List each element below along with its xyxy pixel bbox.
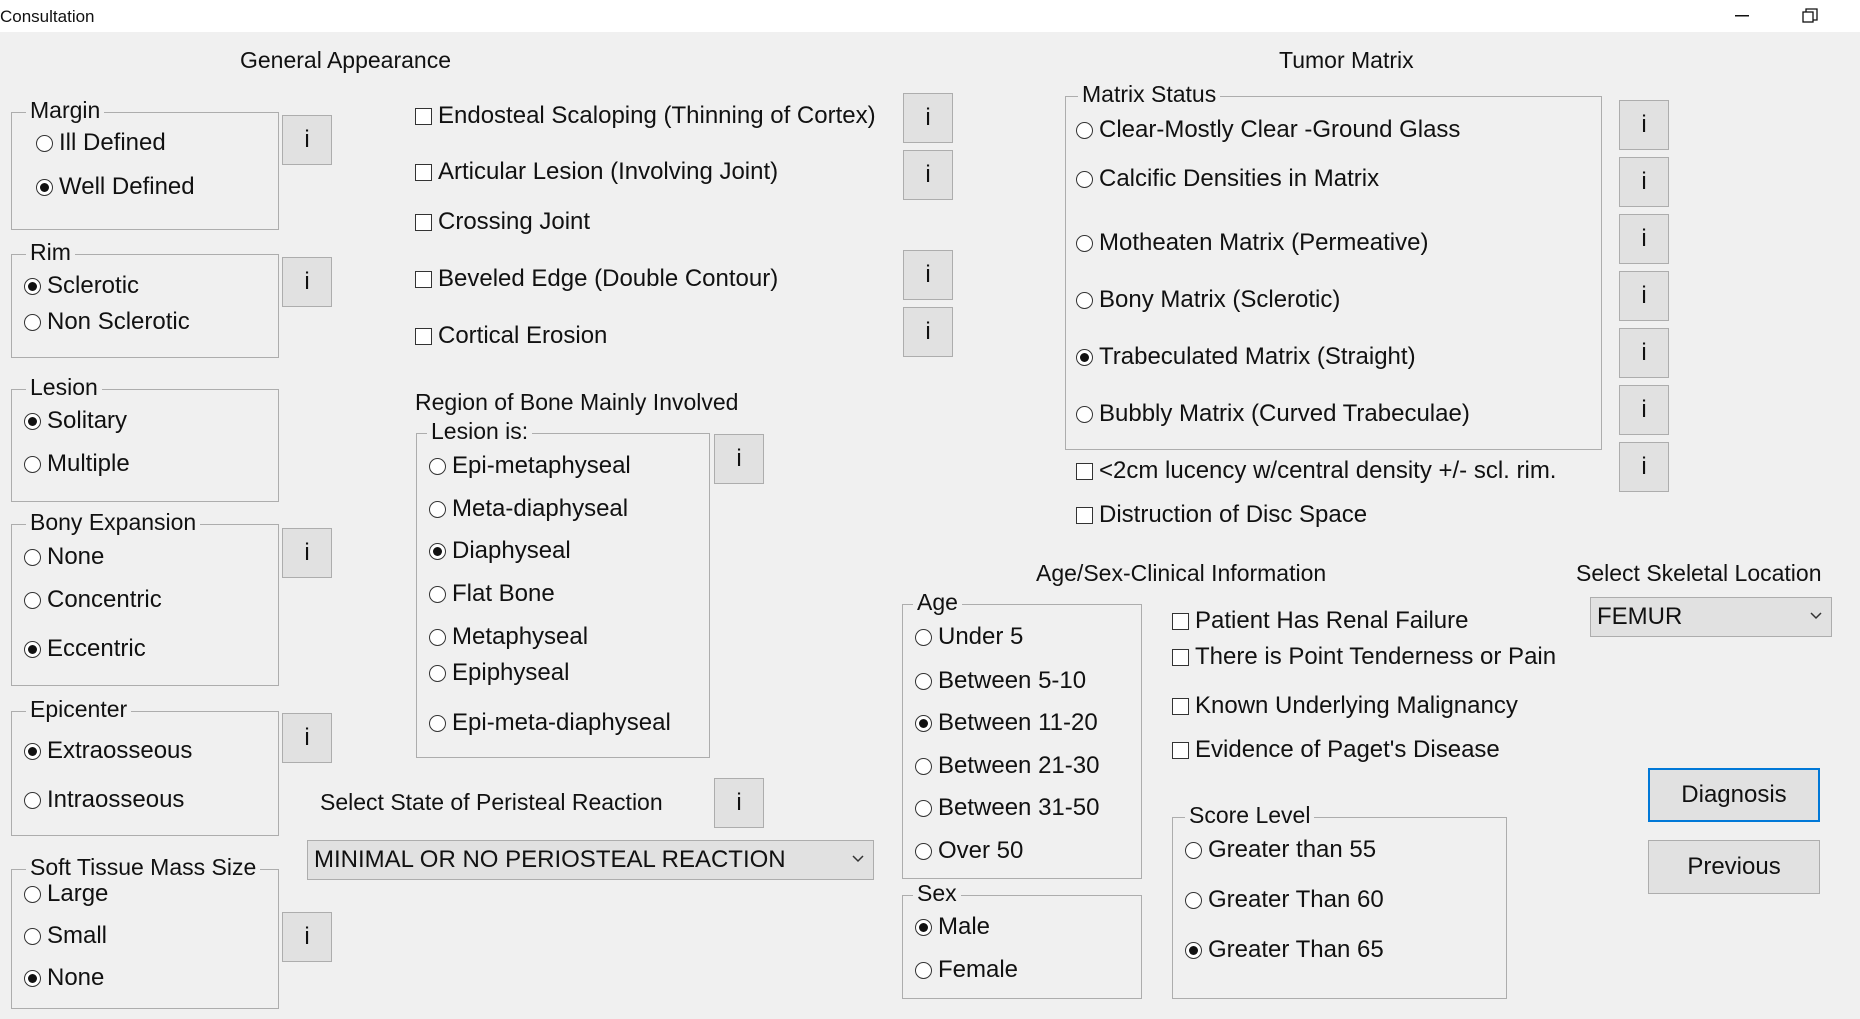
rim-non-sclerotic-radio[interactable]	[24, 308, 190, 336]
matrix-bony-radio[interactable]	[1076, 286, 1340, 314]
matrix-calcific-radio[interactable]	[1076, 165, 1379, 193]
rim-sclerotic-radio[interactable]	[24, 272, 139, 300]
checkbox-label: Cortical Erosion	[438, 322, 608, 349]
radio-selected-icon	[429, 543, 446, 560]
checkbox-label: Crossing Joint	[438, 208, 591, 235]
skeletal-location-value: FEMUR	[1597, 603, 1683, 630]
lesion-group	[11, 374, 279, 502]
score-55-radio[interactable]	[1185, 836, 1376, 864]
endosteal-info-button[interactable]: i	[903, 93, 953, 143]
region-epi-meta-diaphyseal-radio[interactable]	[429, 709, 671, 737]
periosteal-select-value: MINIMAL OR NO PERIOSTEAL REACTION	[314, 846, 786, 873]
soft-tissue-none-radio[interactable]	[24, 964, 104, 992]
beveled-edge-checkbox[interactable]	[415, 265, 778, 293]
articular-info-button[interactable]: i	[903, 150, 953, 200]
checkbox-icon	[1172, 698, 1189, 715]
periosteal-info-button[interactable]: i	[714, 778, 764, 828]
matrix-bubbly-radio[interactable]	[1076, 400, 1470, 428]
radio-icon	[1076, 171, 1093, 188]
radio-icon	[1185, 842, 1202, 859]
option-label: Extraosseous	[47, 737, 193, 764]
radio-icon	[1076, 235, 1093, 252]
bony-expansion-eccentric-radio[interactable]	[24, 635, 146, 663]
option-label: Between 21-30	[938, 752, 1100, 779]
chevron-down-icon	[851, 854, 865, 864]
skeletal-location-select[interactable]	[1590, 597, 1832, 637]
tumor-matrix-heading: Tumor Matrix	[1279, 47, 1414, 73]
option-label: Greater Than 65	[1208, 936, 1384, 963]
epicenter-extraosseous-radio[interactable]	[24, 737, 192, 765]
bony-expansion-concentric-radio[interactable]	[24, 586, 162, 614]
option-label: Intraosseous	[47, 786, 185, 813]
radio-selected-icon	[24, 641, 41, 658]
matrix-clear-info-button[interactable]: i	[1619, 100, 1669, 150]
lesion-legend: Lesion	[26, 374, 102, 400]
option-label: None	[47, 964, 105, 991]
option-label: Between 11-20	[938, 709, 1098, 736]
margin-group	[11, 97, 279, 230]
option-label: Male	[938, 913, 991, 940]
option-label: Epiphyseal	[452, 659, 570, 686]
title-bar	[0, 0, 1860, 32]
radio-icon	[24, 592, 41, 609]
epicenter-group	[11, 696, 279, 836]
radio-selected-icon	[24, 743, 41, 760]
radio-icon	[24, 314, 41, 331]
region-epi-metaphyseal-radio[interactable]	[429, 452, 631, 480]
checkbox-icon	[1172, 649, 1189, 666]
chevron-down-icon	[1809, 611, 1823, 621]
checkbox-label: There is Point Tenderness or Pain	[1195, 643, 1557, 670]
age-group	[902, 589, 1142, 879]
matrix-trabeculated-info-button[interactable]: i	[1619, 328, 1669, 378]
cortical-info-button[interactable]: i	[903, 307, 953, 357]
general-appearance-heading: General Appearance	[240, 47, 451, 73]
checkbox-icon	[415, 108, 432, 125]
option-label: Calcific Densities in Matrix	[1099, 165, 1380, 192]
radio-icon	[24, 886, 41, 903]
radio-selected-icon	[24, 413, 41, 430]
radio-selected-icon	[24, 970, 41, 987]
checkbox-icon	[1076, 507, 1093, 524]
sex-male-radio[interactable]	[915, 913, 990, 941]
option-label: Epi-meta-diaphyseal	[452, 709, 671, 736]
region-diaphyseal-radio[interactable]	[429, 537, 571, 565]
soft-tissue-small-radio[interactable]	[24, 922, 107, 950]
option-label: Small	[47, 922, 108, 949]
radio-icon	[429, 586, 446, 603]
option-label: Under 5	[938, 623, 1024, 650]
sex-female-radio[interactable]	[915, 956, 1018, 984]
soft-tissue-info-button[interactable]: i	[282, 912, 332, 962]
matrix-status-group	[1065, 81, 1602, 450]
matrix-status-legend: Matrix Status	[1078, 81, 1220, 107]
point-tenderness-checkbox[interactable]	[1172, 643, 1556, 671]
region-heading: Region of Bone Mainly Involved	[415, 389, 739, 415]
rim-legend: Rim	[26, 239, 75, 265]
checkbox-label: Distruction of Disc Space	[1099, 501, 1368, 528]
radio-selected-icon	[915, 715, 932, 732]
lesion-solitary-radio[interactable]	[24, 407, 127, 435]
radio-icon	[1076, 406, 1093, 423]
margin-ill-defined-radio[interactable]	[36, 129, 166, 157]
checkbox-icon	[1172, 613, 1189, 630]
radio-icon	[1076, 292, 1093, 309]
age-11-20-radio[interactable]	[915, 709, 1098, 737]
radio-icon	[915, 673, 932, 690]
checkbox-label: <2cm lucency w/central density +/- scl. rim.	[1099, 457, 1557, 484]
option-label: Metaphyseal	[452, 623, 589, 650]
rim-info-button[interactable]: i	[282, 257, 332, 307]
minimize-icon[interactable]	[1722, 2, 1762, 30]
periosteal-label: Select State of Peristeal Reaction	[320, 789, 663, 815]
radio-icon	[1076, 122, 1093, 139]
option-label: None	[47, 543, 105, 570]
checkbox-label: Patient Has Renal Failure	[1195, 607, 1469, 634]
bony-expansion-group	[11, 509, 279, 686]
lesion-multiple-radio[interactable]	[24, 450, 130, 478]
age-5-10-radio[interactable]	[915, 667, 1086, 695]
epicenter-intraosseous-radio[interactable]	[24, 786, 184, 814]
option-label: Solitary	[47, 407, 128, 434]
radio-icon	[429, 715, 446, 732]
option-label: Ill Defined	[59, 129, 166, 156]
score-65-radio[interactable]	[1185, 936, 1384, 964]
rim-group	[11, 239, 279, 358]
radio-selected-icon	[1076, 349, 1093, 366]
epicenter-legend: Epicenter	[26, 696, 131, 722]
option-label: Non Sclerotic	[47, 308, 190, 335]
option-label: Large	[47, 880, 109, 907]
radio-icon	[915, 962, 932, 979]
bony-expansion-legend: Bony Expansion	[26, 509, 200, 535]
crossing-joint-checkbox[interactable]	[415, 208, 590, 236]
radio-icon	[24, 456, 41, 473]
soft-tissue-legend: Soft Tissue Mass Size	[26, 854, 260, 880]
radio-icon	[915, 758, 932, 775]
age-over-50-radio[interactable]	[915, 837, 1023, 865]
cortical-erosion-checkbox[interactable]	[415, 322, 607, 350]
option-label: Female	[938, 956, 1019, 983]
soft-tissue-group	[11, 854, 279, 1009]
matrix-bubbly-info-button[interactable]: i	[1619, 385, 1669, 435]
region-flat-bone-radio[interactable]	[429, 580, 555, 608]
checkbox-icon	[415, 164, 432, 181]
bony-expansion-none-radio[interactable]	[24, 543, 104, 571]
option-label: Bony Matrix (Sclerotic)	[1099, 286, 1341, 313]
radio-icon	[36, 135, 53, 152]
region-meta-diaphyseal-radio[interactable]	[429, 495, 628, 523]
option-label: Flat Bone	[452, 580, 555, 607]
option-label: Multiple	[47, 450, 130, 477]
epicenter-info-button[interactable]: i	[282, 713, 332, 763]
radio-icon	[1185, 892, 1202, 909]
underlying-malignancy-checkbox[interactable]	[1172, 692, 1518, 720]
previous-button[interactable]: Previous	[1648, 840, 1820, 894]
endosteal-scaloping-checkbox[interactable]	[415, 102, 876, 130]
option-label: Between 5-10	[938, 667, 1087, 694]
region-epiphyseal-radio[interactable]	[429, 659, 569, 687]
option-label: Well Defined	[59, 173, 195, 200]
matrix-motheaten-info-button[interactable]: i	[1619, 214, 1669, 264]
radio-icon	[429, 501, 446, 518]
score-60-radio[interactable]	[1185, 886, 1384, 914]
option-label: Meta-diaphyseal	[452, 495, 629, 522]
radio-icon	[429, 665, 446, 682]
age-legend: Age	[913, 589, 962, 615]
option-label: Between 31-50	[938, 794, 1100, 821]
bony-expansion-info-button[interactable]: i	[282, 528, 332, 578]
radio-icon	[429, 629, 446, 646]
checkbox-icon	[1076, 463, 1093, 480]
matrix-motheaten-radio[interactable]	[1076, 229, 1428, 257]
window-title: Consultation	[0, 7, 95, 26]
sex-group	[902, 880, 1142, 999]
checkbox-icon	[415, 214, 432, 231]
articular-lesion-checkbox[interactable]	[415, 158, 778, 186]
region-info-button[interactable]: i	[714, 434, 764, 484]
option-label: Trabeculated Matrix (Straight)	[1099, 343, 1416, 370]
checkbox-label: Evidence of Paget's Disease	[1195, 736, 1500, 763]
option-label: Eccentric	[47, 635, 146, 662]
score-level-group	[1172, 802, 1507, 999]
option-label: Over 50	[938, 837, 1024, 864]
periosteal-select[interactable]	[307, 840, 874, 880]
checkbox-label: Known Underlying Malignancy	[1195, 692, 1518, 719]
checkbox-label: Beveled Edge (Double Contour)	[438, 265, 779, 292]
sex-legend: Sex	[913, 880, 961, 906]
checkbox-label: Endosteal Scaloping (Thinning of Cortex)	[438, 102, 876, 129]
matrix-trabeculated-radio[interactable]	[1076, 343, 1416, 371]
region-legend: Lesion is:	[427, 418, 532, 444]
age-under-5-radio[interactable]	[915, 623, 1023, 651]
radio-icon	[24, 792, 41, 809]
clinical-heading: Age/Sex-Clinical Information	[1036, 560, 1327, 586]
margin-well-defined-radio[interactable]	[36, 173, 195, 201]
option-label: Bubbly Matrix (Curved Trabeculae)	[1099, 400, 1470, 427]
beveled-info-button[interactable]: i	[903, 250, 953, 300]
matrix-bony-info-button[interactable]: i	[1619, 271, 1669, 321]
radio-selected-icon	[24, 278, 41, 295]
radio-icon	[915, 629, 932, 646]
checkbox-icon	[415, 328, 432, 345]
radio-selected-icon	[1185, 942, 1202, 959]
pagets-disease-checkbox[interactable]	[1172, 736, 1500, 764]
radio-icon	[24, 549, 41, 566]
option-label: Concentric	[47, 586, 162, 613]
option-label: Sclerotic	[47, 272, 140, 299]
option-label: Epi-metaphyseal	[452, 452, 631, 479]
renal-failure-checkbox[interactable]	[1172, 607, 1468, 635]
option-label: Motheaten Matrix (Permeative)	[1099, 229, 1429, 256]
checkbox-icon	[415, 271, 432, 288]
region-group	[416, 418, 710, 758]
soft-tissue-large-radio[interactable]	[24, 880, 108, 908]
radio-selected-icon	[36, 179, 53, 196]
diagnosis-button[interactable]: Diagnosis	[1648, 768, 1820, 822]
matrix-clear-radio[interactable]	[1076, 116, 1460, 144]
radio-icon	[915, 800, 932, 817]
radio-icon	[429, 458, 446, 475]
option-label: Greater than 55	[1208, 836, 1377, 863]
lucency-info-button[interactable]: i	[1619, 442, 1669, 492]
radio-icon	[915, 843, 932, 860]
checkbox-label: Articular Lesion (Involving Joint)	[438, 158, 779, 185]
age-31-50-radio[interactable]	[915, 794, 1099, 822]
radio-icon	[24, 928, 41, 945]
option-label: Diaphyseal	[452, 537, 571, 564]
skeletal-location-label: Select Skeletal Location	[1576, 560, 1822, 586]
option-label: Greater Than 60	[1208, 886, 1384, 913]
disc-space-checkbox[interactable]	[1076, 501, 1367, 529]
margin-legend: Margin	[26, 97, 104, 123]
region-metaphyseal-radio[interactable]	[429, 623, 588, 651]
matrix-calcific-info-button[interactable]: i	[1619, 157, 1669, 207]
option-label: Clear-Mostly Clear -Ground Glass	[1099, 116, 1461, 143]
margin-info-button[interactable]: i	[282, 115, 332, 165]
lucency-checkbox[interactable]	[1076, 457, 1556, 485]
radio-selected-icon	[915, 919, 932, 936]
score-level-legend: Score Level	[1185, 802, 1314, 828]
restore-icon[interactable]	[1790, 2, 1830, 30]
age-21-30-radio[interactable]	[915, 752, 1099, 780]
checkbox-icon	[1172, 742, 1189, 759]
